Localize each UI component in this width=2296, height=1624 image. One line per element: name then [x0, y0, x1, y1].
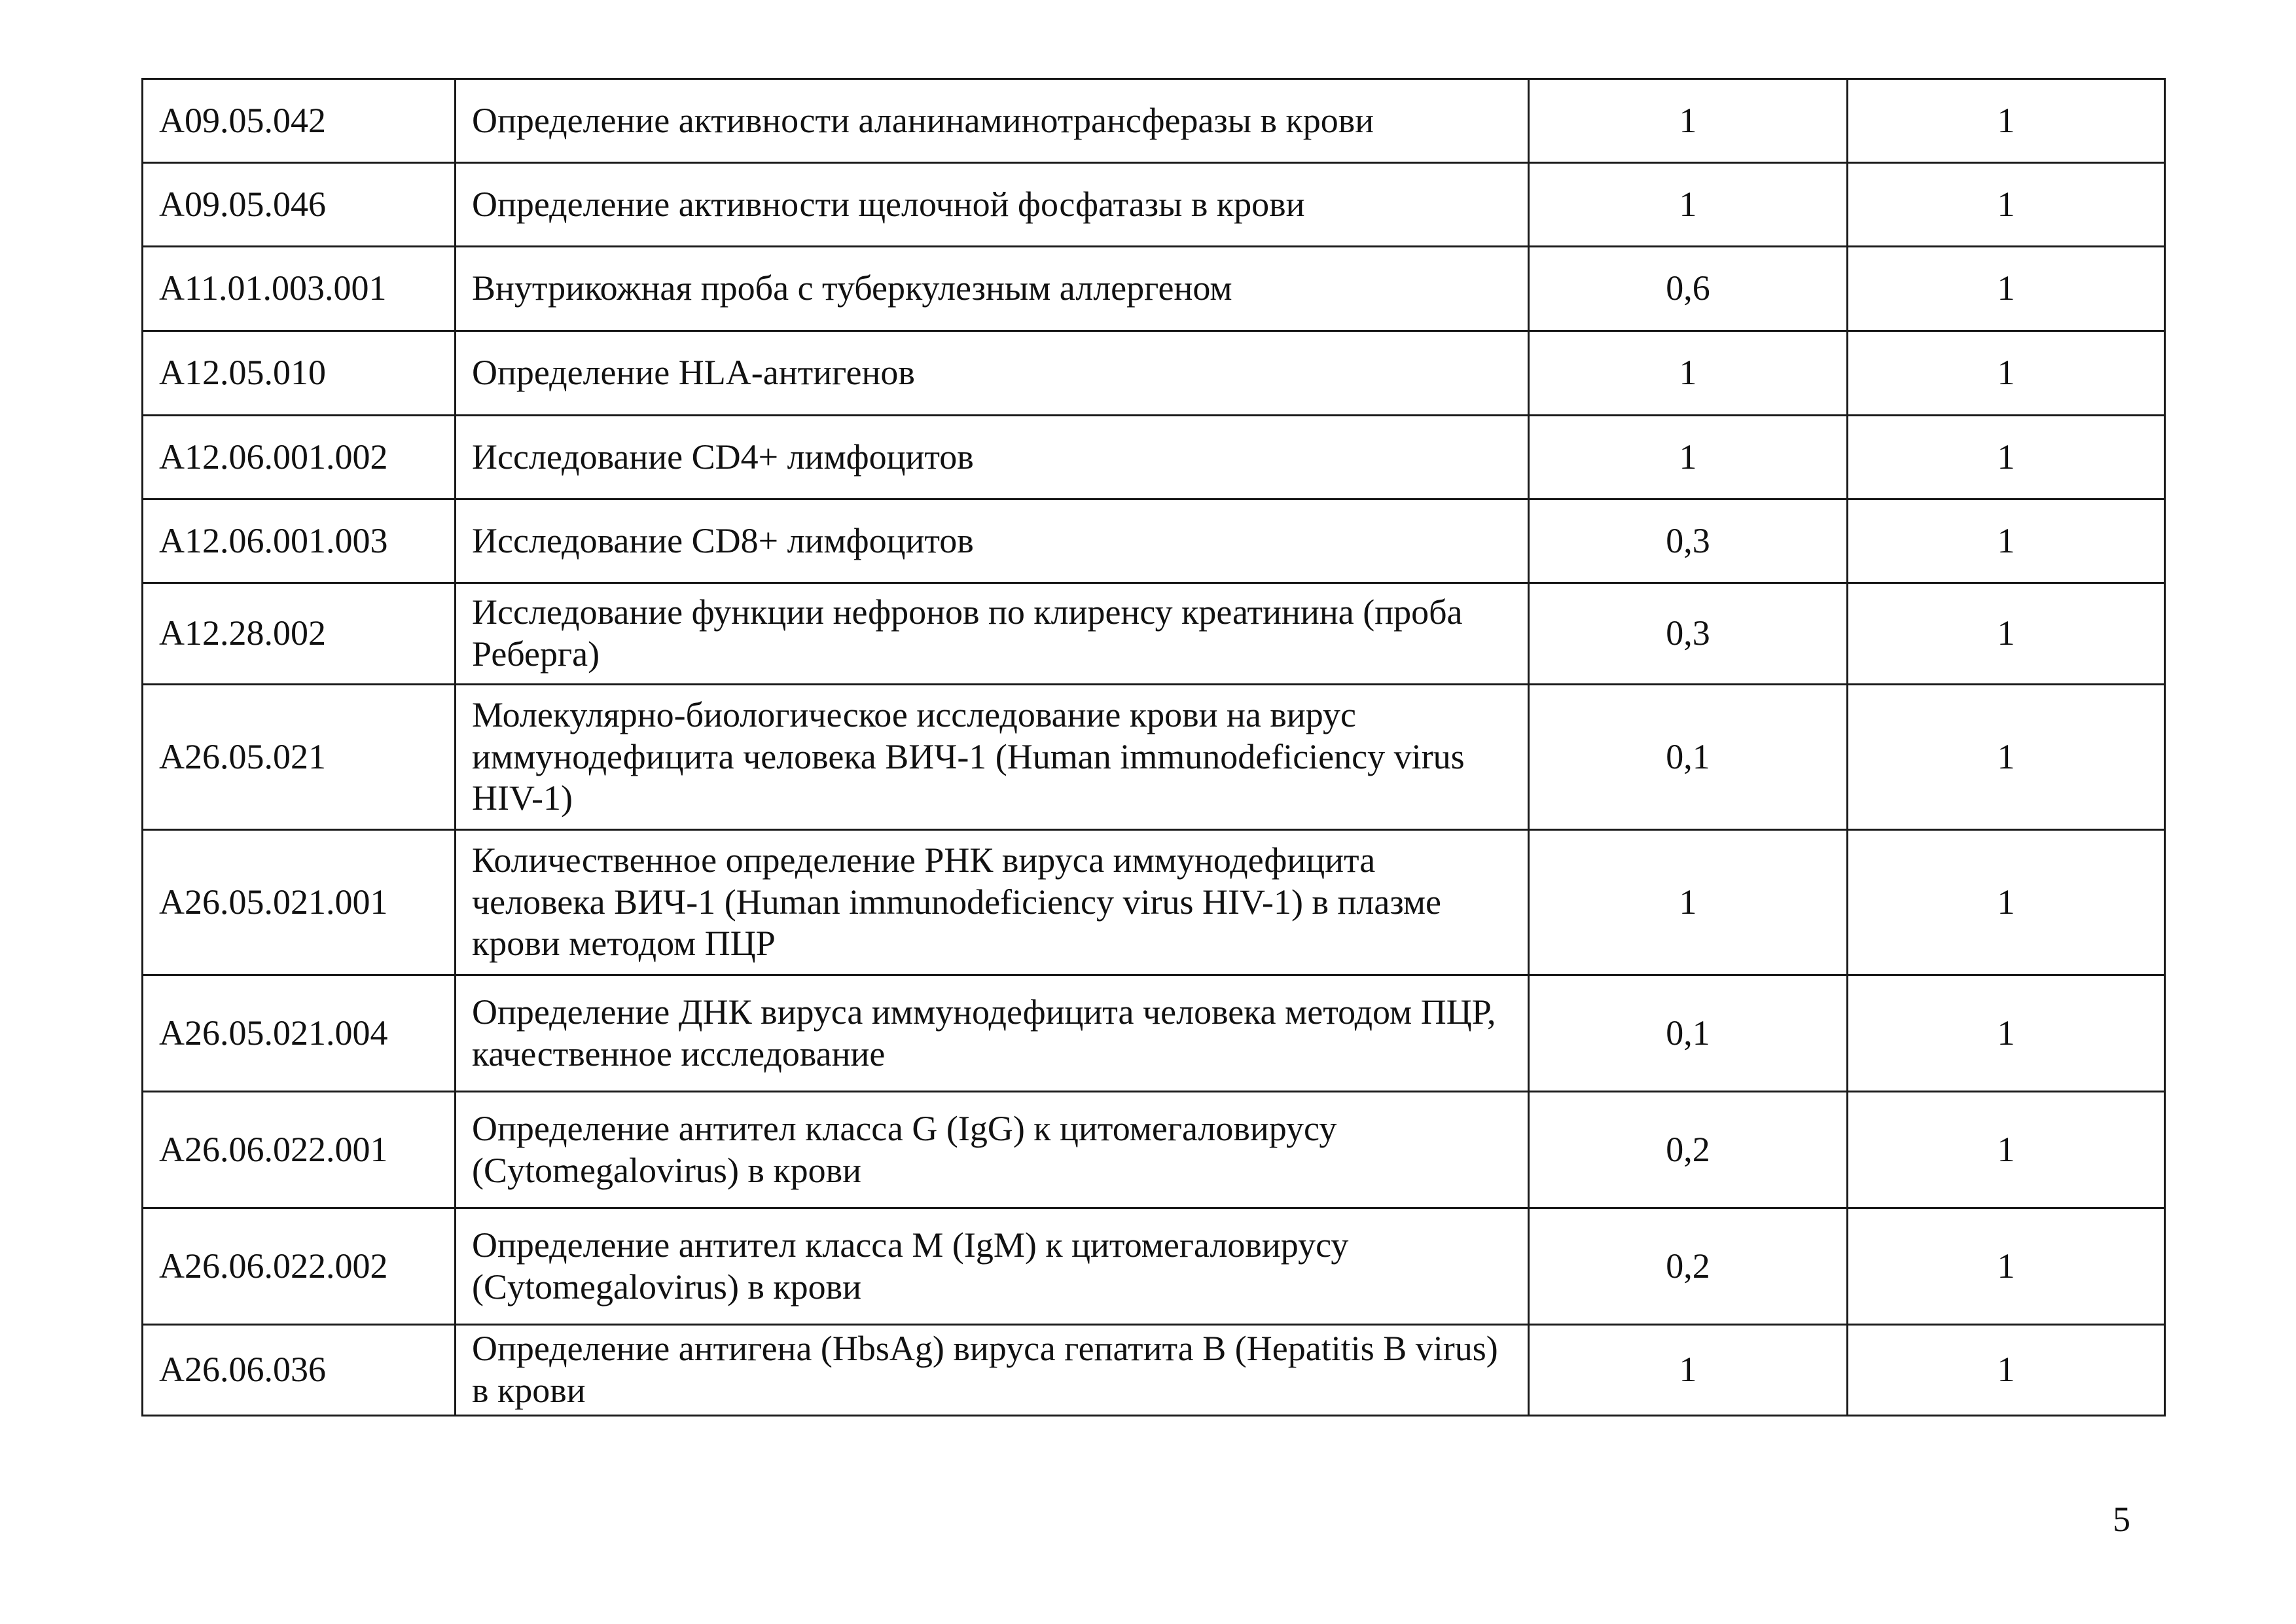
multiplicity-value: 1 — [1848, 1325, 2165, 1416]
multiplicity-value: 1 — [1848, 416, 2165, 499]
service-name: Определение активности щелочной фосфатазы в крови — [456, 163, 1529, 247]
frequency-value: 1 — [1529, 331, 1848, 416]
multiplicity-value: 1 — [1848, 79, 2165, 163]
service-code: А26.05.021 — [143, 685, 456, 830]
table-row — [143, 163, 2165, 247]
service-code: А12.05.010 — [143, 331, 456, 416]
service-code: А11.01.003.001 — [143, 247, 456, 331]
service-code: А12.28.002 — [143, 583, 456, 685]
multiplicity-value: 1 — [1848, 975, 2165, 1092]
service-name: Исследование CD4+ лимфоцитов — [456, 416, 1529, 499]
multiplicity-value: 1 — [1848, 685, 2165, 830]
frequency-value: 1 — [1529, 79, 1848, 163]
multiplicity-value: 1 — [1848, 830, 2165, 975]
table-row — [143, 416, 2165, 499]
table-row — [143, 247, 2165, 331]
frequency-value: 1 — [1529, 163, 1848, 247]
multiplicity-value: 1 — [1848, 583, 2165, 685]
table-row — [143, 79, 2165, 163]
table-row — [143, 830, 2165, 975]
service-name: Определение активности аланинаминотрансферазы в крови — [456, 79, 1529, 163]
service-name: Исследование функции нефронов по клиренсу креатинина (проба Реберга) — [456, 583, 1529, 685]
service-code: А26.06.036 — [143, 1325, 456, 1416]
table-row — [143, 499, 2165, 583]
multiplicity-value: 1 — [1848, 247, 2165, 331]
service-code: А12.06.001.003 — [143, 499, 456, 583]
service-code: А09.05.046 — [143, 163, 456, 247]
frequency-value: 1 — [1529, 1325, 1848, 1416]
service-code: А26.06.022.001 — [143, 1092, 456, 1208]
table-row — [143, 583, 2165, 685]
service-name: Определение HLA-антигенов — [456, 331, 1529, 416]
service-name: Определение антигена (HbsAg) вируса гепатита В (Hepatitis B virus) в крови — [456, 1325, 1529, 1416]
service-code: А12.06.001.002 — [143, 416, 456, 499]
frequency-value: 1 — [1529, 416, 1848, 499]
multiplicity-value: 1 — [1848, 1092, 2165, 1208]
multiplicity-value: 1 — [1848, 499, 2165, 583]
services-table — [141, 78, 2166, 1416]
service-code: А26.06.022.002 — [143, 1208, 456, 1325]
frequency-value: 0,1 — [1529, 685, 1848, 830]
service-name: Определение антител класса M (IgM) к цитомегаловирусу (Cytomegalovirus) в крови — [456, 1208, 1529, 1325]
service-name: Исследование CD8+ лимфоцитов — [456, 499, 1529, 583]
table-row — [143, 685, 2165, 830]
service-name: Определение антител класса G (IgG) к цитомегаловирусу (Cytomegalovirus) в крови — [456, 1092, 1529, 1208]
frequency-value: 0,2 — [1529, 1092, 1848, 1208]
frequency-value: 0,3 — [1529, 499, 1848, 583]
frequency-value: 0,2 — [1529, 1208, 1848, 1325]
service-code: А26.05.021.004 — [143, 975, 456, 1092]
multiplicity-value: 1 — [1848, 331, 2165, 416]
service-name: Количественное определение РНК вируса иммунодефицита человека ВИЧ-1 (Human immunodeficiency virus HIV-1) в плазме крови методом ПЦР — [456, 830, 1529, 975]
table-row — [143, 1208, 2165, 1325]
multiplicity-value: 1 — [1848, 1208, 2165, 1325]
frequency-value: 0,6 — [1529, 247, 1848, 331]
page-number: 5 — [2113, 1500, 2130, 1539]
frequency-value: 0,1 — [1529, 975, 1848, 1092]
table-row — [143, 331, 2165, 416]
frequency-value: 1 — [1529, 830, 1848, 975]
multiplicity-value: 1 — [1848, 163, 2165, 247]
service-name: Определение ДНК вируса иммунодефицита человека методом ПЦР, качественное исследование — [456, 975, 1529, 1092]
table-row — [143, 1325, 2165, 1416]
table-row — [143, 1092, 2165, 1208]
service-code: А26.05.021.001 — [143, 830, 456, 975]
table-row — [143, 975, 2165, 1092]
service-name: Молекулярно-биологическое исследование крови на вирус иммунодефицита человека ВИЧ-1 (Human immunodeficiency virus HIV-1) — [456, 685, 1529, 830]
service-name: Внутрикожная проба с туберкулезным аллергеном — [456, 247, 1529, 331]
service-code: А09.05.042 — [143, 79, 456, 163]
frequency-value: 0,3 — [1529, 583, 1848, 685]
